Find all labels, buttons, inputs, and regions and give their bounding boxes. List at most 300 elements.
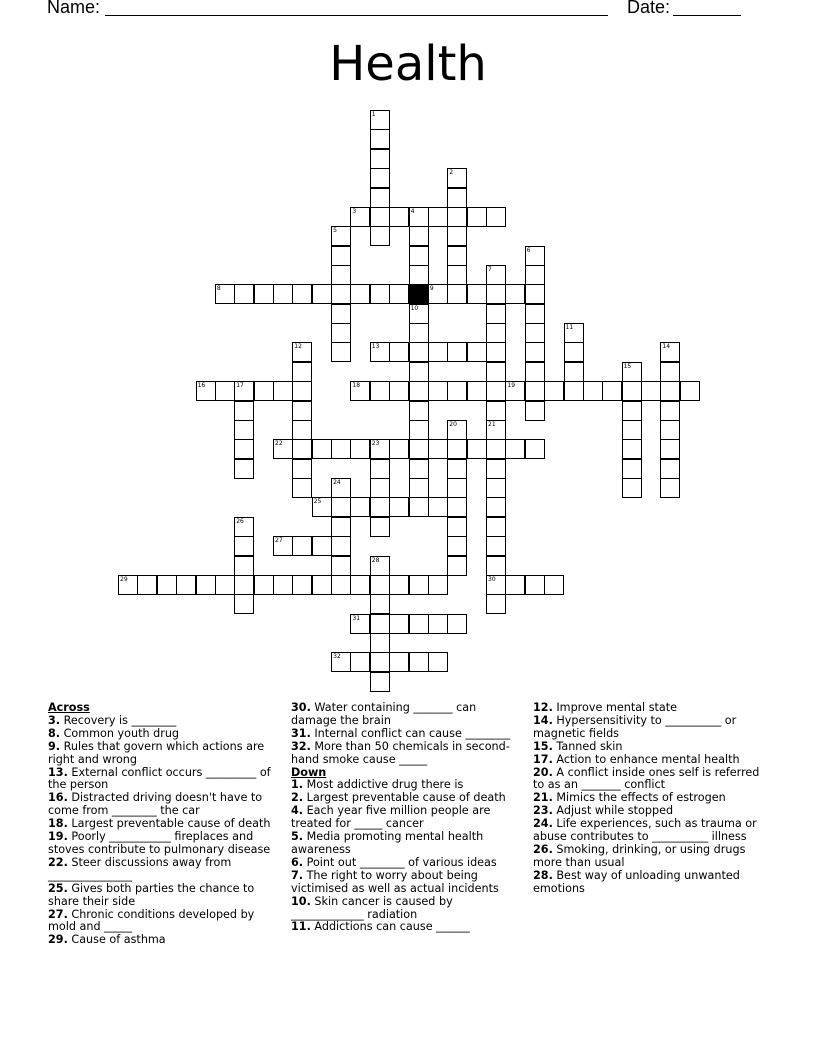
grid-cell[interactable] bbox=[370, 439, 390, 459]
down-heading: Down bbox=[291, 765, 327, 779]
clue-num: 24. bbox=[533, 817, 553, 831]
clue-number: 25 bbox=[313, 498, 322, 506]
grid-cell[interactable] bbox=[525, 401, 545, 421]
grid-cell[interactable] bbox=[486, 459, 506, 479]
clue-num: 30. bbox=[291, 701, 311, 714]
across-heading: Across bbox=[48, 701, 90, 714]
clue-item bbox=[48, 909, 276, 935]
clue-text: Steer discussions away from _______________ bbox=[48, 855, 232, 882]
clue-number: 16 bbox=[197, 382, 206, 390]
clue-column-2 bbox=[291, 702, 523, 934]
clue-number: 14 bbox=[662, 343, 671, 351]
grid-cell[interactable] bbox=[622, 420, 642, 440]
grid-cell[interactable] bbox=[564, 362, 584, 382]
clue-number: 31 bbox=[352, 614, 361, 622]
grid-cell[interactable] bbox=[428, 207, 448, 227]
clue-text: Adjust while stopped bbox=[552, 804, 674, 818]
grid-cell[interactable] bbox=[486, 556, 506, 576]
grid-cell[interactable] bbox=[176, 575, 196, 595]
grid-cell[interactable] bbox=[370, 284, 390, 304]
grid-cell[interactable] bbox=[583, 381, 603, 401]
clue-text: Cause of asthma bbox=[67, 933, 166, 947]
grid-cell[interactable] bbox=[370, 672, 390, 692]
clue-num: 7. bbox=[291, 868, 304, 882]
grid-cell[interactable] bbox=[312, 439, 332, 459]
grid-cell[interactable] bbox=[292, 284, 312, 304]
grid-cell[interactable] bbox=[370, 149, 390, 169]
clue-num: 4. bbox=[291, 804, 304, 818]
grid-cell[interactable] bbox=[486, 381, 506, 401]
grid-cell[interactable] bbox=[157, 575, 177, 595]
grid-cell[interactable] bbox=[486, 304, 506, 324]
clue-num: 31. bbox=[291, 726, 311, 740]
clue-number: 10 bbox=[410, 304, 419, 312]
grid-cell[interactable] bbox=[525, 439, 545, 459]
grid-cell[interactable] bbox=[292, 575, 312, 595]
grid-cell[interactable] bbox=[486, 401, 506, 421]
grid-cell[interactable] bbox=[505, 381, 525, 401]
clue-number: 27 bbox=[275, 537, 283, 545]
grid-cell[interactable] bbox=[409, 265, 429, 285]
grid-cell[interactable] bbox=[331, 556, 351, 576]
grid-cell[interactable] bbox=[331, 304, 351, 324]
grid-cell[interactable] bbox=[447, 614, 467, 634]
grid-cell[interactable] bbox=[447, 265, 467, 285]
grid-cell[interactable] bbox=[486, 207, 506, 227]
grid-cell[interactable] bbox=[370, 594, 390, 614]
clue-number: 9 bbox=[429, 285, 434, 293]
grid-cell[interactable] bbox=[447, 478, 467, 498]
clue-num: 17. bbox=[533, 752, 553, 766]
grid-cell[interactable] bbox=[370, 207, 390, 227]
grid-cell[interactable] bbox=[409, 614, 429, 634]
grid-cell[interactable] bbox=[525, 342, 545, 362]
clue-item bbox=[533, 767, 765, 793]
clue-num: 27. bbox=[48, 907, 68, 921]
grid-cell[interactable] bbox=[486, 284, 506, 304]
clue-num: 16. bbox=[48, 791, 68, 805]
clue-number: 8 bbox=[216, 285, 221, 293]
grid-cell[interactable] bbox=[486, 265, 506, 285]
clue-num: 20. bbox=[533, 765, 553, 779]
clue-text: Poorly ___________ fireplaces and stoves contribute to pulmonary disease bbox=[48, 830, 271, 856]
grid-cell[interactable] bbox=[486, 594, 506, 614]
clue-num: 3. bbox=[48, 713, 61, 727]
clue-number: 3 bbox=[352, 207, 357, 215]
grid-cell[interactable] bbox=[331, 246, 351, 266]
grid-cell[interactable] bbox=[467, 284, 487, 304]
clue-item bbox=[48, 741, 276, 767]
grid-cell[interactable] bbox=[505, 575, 525, 595]
clue-item bbox=[48, 857, 276, 883]
grid-cell[interactable] bbox=[622, 439, 642, 459]
clue-num: 22. bbox=[48, 855, 68, 869]
grid-cell[interactable] bbox=[409, 401, 429, 421]
clue-number: 1 bbox=[371, 111, 376, 118]
grid-cell[interactable] bbox=[660, 362, 680, 382]
name-label: Name: bbox=[47, 0, 101, 17]
grid-cell[interactable] bbox=[331, 342, 351, 362]
grid-cell[interactable] bbox=[370, 188, 390, 208]
clue-number: 11 bbox=[565, 324, 574, 332]
grid-cell[interactable] bbox=[447, 497, 467, 517]
grid-cell[interactable] bbox=[234, 459, 254, 479]
grid-cell[interactable] bbox=[660, 381, 680, 401]
grid-cell[interactable] bbox=[350, 652, 370, 672]
clue-number: 32 bbox=[333, 653, 341, 661]
grid-cell[interactable] bbox=[409, 207, 429, 227]
clue-text: The right to worry about being victimised as well as actual incidents bbox=[291, 868, 499, 895]
grid-cell[interactable] bbox=[447, 439, 467, 459]
grid-cell[interactable] bbox=[486, 439, 506, 459]
grid-cell[interactable] bbox=[428, 342, 448, 362]
clue-number: 22 bbox=[275, 440, 283, 448]
grid-cell[interactable] bbox=[292, 401, 312, 421]
grid-cell[interactable] bbox=[273, 381, 293, 401]
grid-cell[interactable] bbox=[409, 459, 429, 479]
grid-cell[interactable] bbox=[641, 381, 661, 401]
grid-cell[interactable] bbox=[312, 575, 332, 595]
clue-number: 18 bbox=[352, 382, 361, 390]
grid-cell[interactable] bbox=[331, 497, 351, 517]
grid-cell[interactable] bbox=[389, 381, 409, 401]
grid-cell[interactable] bbox=[622, 362, 642, 382]
grid-cell[interactable] bbox=[370, 478, 390, 498]
grid-cell[interactable] bbox=[137, 575, 157, 595]
grid-cell[interactable] bbox=[447, 342, 467, 362]
clue-num: 10. bbox=[291, 894, 311, 908]
clue-number: 12 bbox=[294, 343, 302, 351]
grid-cell[interactable] bbox=[467, 439, 487, 459]
grid-cell[interactable] bbox=[292, 536, 312, 556]
clue-text: Addictions can cause ______ bbox=[310, 920, 470, 934]
grid-cell[interactable] bbox=[196, 381, 216, 401]
grid-cell[interactable] bbox=[370, 381, 390, 401]
grid-cell[interactable] bbox=[234, 536, 254, 556]
grid-cell[interactable] bbox=[331, 536, 351, 556]
grid-cell[interactable] bbox=[370, 459, 390, 479]
grid-cell[interactable] bbox=[234, 439, 254, 459]
clue-num: 5. bbox=[291, 830, 304, 844]
clue-text: Media promoting mental health awareness bbox=[291, 830, 484, 856]
clue-number: 29 bbox=[120, 575, 128, 583]
grid-cell[interactable] bbox=[447, 188, 467, 208]
clue-column-3 bbox=[533, 702, 765, 896]
grid-cell[interactable] bbox=[389, 439, 409, 459]
grid-cell[interactable] bbox=[447, 536, 467, 556]
clue-number: 30 bbox=[488, 575, 496, 583]
clue-num: 18. bbox=[48, 817, 68, 831]
grid-cell[interactable] bbox=[292, 478, 312, 498]
grid-cell[interactable] bbox=[312, 284, 332, 304]
clue-text: Best way of unloading unwanted emotions bbox=[533, 868, 740, 895]
grid-cell[interactable] bbox=[234, 556, 254, 576]
grid-cell[interactable] bbox=[409, 478, 429, 498]
grid-cell[interactable] bbox=[409, 652, 429, 672]
grid-cell[interactable] bbox=[428, 652, 448, 672]
grid-cell[interactable] bbox=[525, 246, 545, 266]
clue-text: External conflict occurs _________ of the person bbox=[48, 765, 271, 792]
clue-item bbox=[533, 844, 765, 870]
grid-cell[interactable] bbox=[447, 556, 467, 576]
clue-item bbox=[533, 818, 765, 844]
clue-item bbox=[48, 767, 276, 793]
clue-num: 29. bbox=[48, 933, 68, 947]
clue-item bbox=[291, 702, 523, 728]
grid-cell[interactable] bbox=[254, 284, 274, 304]
grid-cell[interactable] bbox=[525, 284, 545, 304]
grid-cell[interactable] bbox=[370, 575, 390, 595]
grid-cell[interactable] bbox=[525, 575, 545, 595]
grid-cell[interactable] bbox=[370, 226, 390, 246]
grid-cell[interactable] bbox=[292, 362, 312, 382]
grid-cell[interactable] bbox=[409, 246, 429, 266]
grid-cell[interactable] bbox=[350, 439, 370, 459]
clue-number: 21 bbox=[488, 420, 496, 428]
grid-cell[interactable] bbox=[234, 381, 254, 401]
grid-cell[interactable] bbox=[234, 284, 254, 304]
page-title: Health bbox=[329, 36, 487, 92]
clue-number: 13 bbox=[371, 343, 380, 351]
clue-text: Mimics the effects of estrogen bbox=[552, 791, 726, 805]
clue-item bbox=[48, 792, 276, 818]
grid-cell[interactable] bbox=[622, 459, 642, 479]
grid-cell[interactable] bbox=[544, 381, 564, 401]
grid-cell[interactable] bbox=[350, 284, 370, 304]
grid-cell[interactable] bbox=[525, 265, 545, 285]
grid-cell[interactable] bbox=[312, 497, 332, 517]
grid-cell[interactable] bbox=[350, 614, 370, 634]
grid-cell[interactable] bbox=[564, 381, 584, 401]
grid-cell[interactable] bbox=[486, 323, 506, 343]
grid-cell[interactable] bbox=[525, 323, 545, 343]
grid-cell[interactable] bbox=[234, 575, 254, 595]
clue-num: 8. bbox=[48, 726, 61, 740]
grid-cell[interactable] bbox=[486, 497, 506, 517]
grid-cell[interactable] bbox=[370, 497, 390, 517]
clue-number: 5 bbox=[333, 227, 337, 235]
clue-item bbox=[291, 805, 523, 831]
grid-cell[interactable] bbox=[428, 497, 448, 517]
grid-cell[interactable] bbox=[660, 420, 680, 440]
grid-cell[interactable] bbox=[447, 381, 467, 401]
grid-cell[interactable] bbox=[234, 420, 254, 440]
grid-cell[interactable] bbox=[389, 342, 409, 362]
clue-text: Largest preventable cause of death bbox=[303, 791, 506, 805]
grid-cell[interactable] bbox=[389, 284, 409, 304]
grid-cell[interactable] bbox=[660, 401, 680, 421]
grid-cell[interactable] bbox=[118, 575, 138, 595]
grid-cell[interactable] bbox=[312, 536, 332, 556]
grid-cell[interactable] bbox=[409, 381, 429, 401]
grid-cell[interactable] bbox=[389, 614, 409, 634]
grid-cell[interactable] bbox=[622, 478, 642, 498]
grid-cell[interactable] bbox=[331, 575, 351, 595]
grid-cell[interactable] bbox=[428, 284, 448, 304]
grid-cell[interactable] bbox=[370, 342, 390, 362]
clue-num: 26. bbox=[533, 842, 553, 856]
grid-cell[interactable] bbox=[409, 304, 429, 324]
black-square bbox=[409, 284, 429, 304]
grid-cell[interactable] bbox=[467, 342, 487, 362]
grid-cell[interactable] bbox=[389, 652, 409, 672]
grid-cell[interactable] bbox=[370, 614, 390, 634]
grid-cell[interactable] bbox=[215, 575, 235, 595]
grid-cell[interactable] bbox=[196, 575, 216, 595]
clue-number: 24 bbox=[333, 479, 341, 486]
grid-cell[interactable] bbox=[525, 304, 545, 324]
clue-item bbox=[48, 883, 276, 909]
grid-cell[interactable] bbox=[680, 381, 700, 401]
grid-cell[interactable] bbox=[370, 168, 390, 188]
grid-cell[interactable] bbox=[409, 362, 429, 382]
grid-cell[interactable] bbox=[486, 517, 506, 537]
grid-cell[interactable] bbox=[525, 362, 545, 382]
grid-cell[interactable] bbox=[389, 575, 409, 595]
clue-text: Largest preventable cause of death bbox=[67, 817, 271, 831]
clue-item bbox=[291, 896, 523, 922]
grid-cell[interactable] bbox=[660, 342, 680, 362]
grid-cell[interactable] bbox=[447, 246, 467, 266]
clue-text: Rules that govern which actions are right and wrong bbox=[48, 739, 265, 766]
grid-cell[interactable] bbox=[292, 342, 312, 362]
grid-cell[interactable] bbox=[447, 168, 467, 188]
clue-item bbox=[533, 715, 765, 741]
grid-cell[interactable] bbox=[525, 381, 545, 401]
grid-cell[interactable] bbox=[215, 284, 235, 304]
clue-num: 14. bbox=[533, 713, 553, 727]
grid-cell[interactable] bbox=[622, 401, 642, 421]
grid-cell[interactable] bbox=[370, 129, 390, 149]
clue-text: Action to enhance mental health bbox=[552, 752, 740, 766]
grid-cell[interactable] bbox=[350, 381, 370, 401]
grid-cell[interactable] bbox=[622, 381, 642, 401]
clue-item bbox=[48, 831, 276, 857]
grid-cell[interactable] bbox=[428, 381, 448, 401]
grid-cell[interactable] bbox=[447, 207, 467, 227]
grid-cell[interactable] bbox=[660, 459, 680, 479]
grid-cell[interactable] bbox=[273, 284, 293, 304]
grid-cell[interactable] bbox=[486, 420, 506, 440]
grid-cell[interactable] bbox=[486, 362, 506, 382]
grid-cell[interactable] bbox=[331, 323, 351, 343]
grid-cell[interactable] bbox=[409, 342, 429, 362]
grid-cell[interactable] bbox=[409, 323, 429, 343]
grid-cell[interactable] bbox=[331, 439, 351, 459]
clue-text: A conflict inside ones self is referred to as an _______ conflict bbox=[533, 765, 760, 792]
grid-cell[interactable] bbox=[505, 284, 525, 304]
grid-cell[interactable] bbox=[544, 575, 564, 595]
grid-cell[interactable] bbox=[350, 497, 370, 517]
grid-cell[interactable] bbox=[234, 517, 254, 537]
grid-cell[interactable] bbox=[428, 614, 448, 634]
grid-cell[interactable] bbox=[602, 381, 622, 401]
grid-cell[interactable] bbox=[428, 439, 448, 459]
clue-num: 25. bbox=[48, 881, 68, 895]
grid-cell[interactable] bbox=[273, 536, 293, 556]
grid-cell[interactable] bbox=[292, 439, 312, 459]
grid-cell[interactable] bbox=[409, 497, 429, 517]
grid-cell[interactable] bbox=[409, 226, 429, 246]
grid-cell[interactable] bbox=[447, 284, 467, 304]
grid-cell[interactable] bbox=[660, 439, 680, 459]
grid-cell[interactable] bbox=[370, 556, 390, 576]
grid-cell[interactable] bbox=[428, 575, 448, 595]
grid-cell[interactable] bbox=[486, 536, 506, 556]
clue-num: 13. bbox=[48, 765, 68, 779]
grid-cell[interactable] bbox=[370, 633, 390, 653]
clue-num: 9. bbox=[48, 739, 61, 753]
grid-cell[interactable] bbox=[234, 594, 254, 614]
grid-cell[interactable] bbox=[331, 517, 351, 537]
clue-item bbox=[291, 741, 523, 767]
grid-cell[interactable] bbox=[467, 207, 487, 227]
grid-cell[interactable] bbox=[331, 265, 351, 285]
grid-cell[interactable] bbox=[350, 575, 370, 595]
clue-text: More than 50 chemicals in second-hand smoke cause _____ bbox=[291, 739, 510, 766]
grid-cell[interactable] bbox=[273, 439, 293, 459]
grid-cell[interactable] bbox=[331, 226, 351, 246]
clue-number: 28 bbox=[371, 556, 380, 564]
grid-cell[interactable] bbox=[409, 420, 429, 440]
grid-cell[interactable] bbox=[331, 478, 351, 498]
grid-cell[interactable] bbox=[486, 478, 506, 498]
grid-cell[interactable] bbox=[370, 110, 390, 130]
grid-cell[interactable] bbox=[370, 652, 390, 672]
clue-text: Life experiences, such as trauma or abuse contributes to __________ illness bbox=[533, 817, 757, 844]
grid-cell[interactable] bbox=[389, 207, 409, 227]
grid-cell[interactable] bbox=[254, 381, 274, 401]
clue-item bbox=[48, 934, 276, 947]
grid-cell[interactable] bbox=[254, 575, 274, 595]
grid-cell[interactable] bbox=[215, 381, 235, 401]
grid-cell[interactable] bbox=[292, 420, 312, 440]
grid-cell[interactable] bbox=[486, 575, 506, 595]
clue-number: 23 bbox=[371, 440, 380, 448]
grid-cell[interactable] bbox=[370, 517, 390, 537]
grid-cell[interactable] bbox=[331, 652, 351, 672]
clue-number: 20 bbox=[449, 420, 457, 428]
clue-num: 11. bbox=[291, 920, 311, 934]
clue-text: Improve mental state bbox=[552, 701, 678, 714]
clue-text: Skin cancer is caused by _____________ radiation bbox=[291, 894, 453, 921]
grid-cell[interactable] bbox=[447, 517, 467, 537]
grid-cell[interactable] bbox=[389, 497, 409, 517]
grid-cell[interactable] bbox=[292, 381, 312, 401]
clue-item bbox=[533, 870, 765, 896]
grid-cell[interactable] bbox=[564, 342, 584, 362]
grid-cell[interactable] bbox=[447, 459, 467, 479]
grid-cell[interactable] bbox=[273, 575, 293, 595]
grid-cell[interactable] bbox=[234, 401, 254, 421]
grid-cell[interactable] bbox=[467, 381, 487, 401]
grid-cell[interactable] bbox=[409, 575, 429, 595]
grid-cell[interactable] bbox=[447, 226, 467, 246]
grid-cell[interactable] bbox=[564, 323, 584, 343]
grid-cell[interactable] bbox=[331, 284, 351, 304]
clue-text: Distracted driving doesn't have to come from ________ the car bbox=[48, 791, 263, 818]
clue-text: Point out ________ of various ideas bbox=[303, 855, 497, 869]
grid-cell[interactable] bbox=[660, 478, 680, 498]
grid-cell[interactable] bbox=[409, 439, 429, 459]
grid-cell[interactable] bbox=[505, 439, 525, 459]
grid-cell[interactable] bbox=[447, 420, 467, 440]
grid-cell[interactable] bbox=[486, 342, 506, 362]
grid-cell[interactable] bbox=[292, 459, 312, 479]
clue-number: 7 bbox=[488, 266, 492, 273]
clue-text: Each year five million people are treated for _____ cancer bbox=[291, 804, 491, 831]
grid-cell[interactable] bbox=[350, 207, 370, 227]
